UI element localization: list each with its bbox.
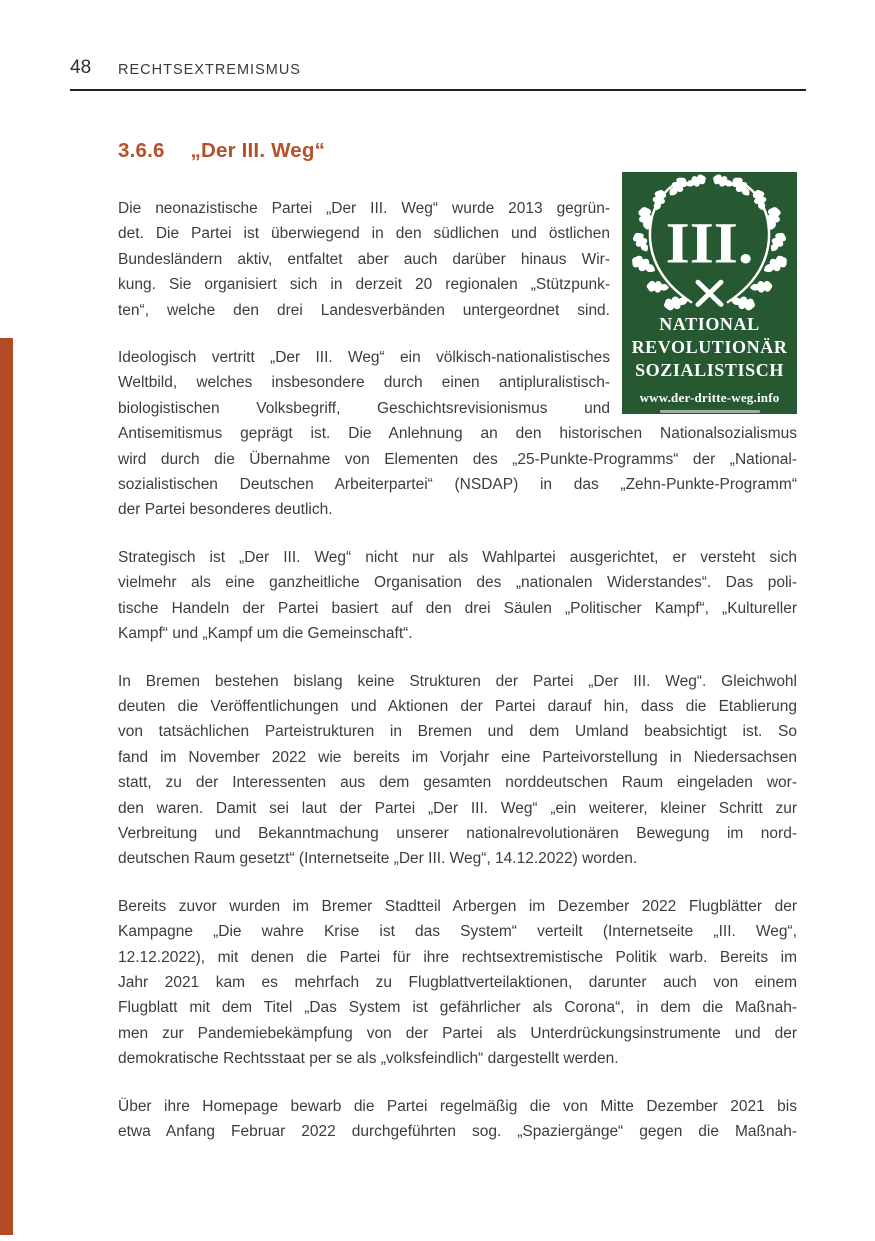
text-line: etwa Anfang Februar 2022 durchgeführten sog. „Spaziergänge“ gegen die Maßnah- — [118, 1123, 797, 1140]
text-line: demokratische Rechtsstaat per se als „volksfeindlich“ dargestellt werden. — [118, 1050, 619, 1068]
text-line: ten“, welche den drei Landesverbänden untergeordnet sind. — [118, 301, 610, 319]
chapter-edge-marker — [0, 338, 13, 1235]
logo-slogan-line: SOZIALISTISCH — [635, 360, 784, 380]
paragraph-4 — [118, 669, 797, 872]
text-line: biologistischen Volksbegriff, Geschichtsrevisionismus und — [118, 399, 610, 417]
body-text — [118, 196, 797, 1144]
text-line: Bundesländern aktiv, entfaltet aber auch darüber hinaus Wir- — [118, 250, 610, 268]
text-line: Weltbild, welches insbesondere durch einen antipluralistisch- — [118, 374, 610, 392]
text-line: wird durch die Übernahme von Elementen des „25-Punkte-Programms“ der „National- — [118, 450, 797, 468]
text-line: kung. Sie organisiert sich in derzeit 20 regionalen „Stützpunk- — [118, 276, 610, 294]
logo-slogan-line: REVOLUTIONÄR — [631, 337, 788, 357]
paragraph-1 — [118, 196, 610, 323]
logo-slogan-line: NATIONAL — [659, 314, 760, 334]
page-number: 48 — [70, 57, 92, 78]
section-number: 3.6.6 — [118, 139, 165, 162]
paragraph-6 — [118, 1094, 797, 1145]
text-line: statt, zu der Interessenten aus dem gesamten norddeutschen Raum eingeladen wor- — [118, 774, 797, 792]
text-line: Flugblatt mit dem Titel „Das System ist gefährlicher als Corona“, in dem die Maßnah- — [118, 999, 797, 1017]
text-line: men zur Pandemiebekämpfung von der Partei als Unterdrückungsinstrumente und der — [118, 1024, 797, 1042]
text-line: Kampf“ und „Kampf um die Gemeinschaft“. — [118, 625, 413, 643]
text-line: Strategisch ist „Der III. Weg“ nicht nur als Wahlpartei ausgerichtet, er versteht sich — [118, 548, 797, 566]
text-line: sozialistischen Deutschen Arbeiterpartei“ (NSDAP) in das „Zehn-Punkte-Programm“ — [118, 476, 797, 494]
section-title: „Der III. Weg“ — [190, 139, 326, 162]
text-line: deuten die Veröffentlichungen und Aktionen der Partei darauf hin, dass die Etablierung — [118, 697, 797, 715]
text-line: fand im November 2022 wie bereits im Vorjahr eine Parteivorstellung in Niedersachsen — [118, 748, 797, 766]
text-line: Die neonazistische Partei „Der III. Weg“ wurde 2013 gegrün- — [118, 200, 610, 217]
text-line: Ideologisch vertritt „Der III. Weg“ ein völkisch-nationalistisches — [118, 349, 610, 367]
text-line: Bereits zuvor wurden im Bremer Stadtteil Arbergen im Dezember 2022 Flugblätter der — [118, 897, 797, 915]
text-line: vielmehr als eine ganzheitliche Organisation des „nationalen Widerstandes“. Das poli- — [118, 574, 797, 592]
text-line: Über ihre Homepage bewarb die Partei regelmäßig die von Mitte Dezember 2021 bis — [118, 1097, 797, 1115]
text-line: 12.12.2022), mit denen die Partei für ihre rechtsextremistische Politik warb. Bereits im — [118, 948, 797, 966]
chapter-header: RECHTSEXTREMISMUS — [118, 62, 301, 78]
text-line: det. Die Partei ist überwiegend in den südlichen und östlichen — [118, 225, 610, 243]
text-line: tische Handeln der Partei basiert auf den drei Säulen „Politischer Kampf“, „Kultureller — [118, 599, 797, 617]
paragraph-5 — [118, 894, 797, 1072]
text-line: Antisemitismus geprägt ist. Die Anlehnung an den historischen Nationalsozialismus — [118, 425, 797, 443]
text-line: deutschen Raum gesetzt“ (Internetseite „Der III. Weg“, 14.12.2022) worden. — [118, 850, 638, 868]
paragraph-3 — [118, 545, 797, 647]
text-line: von tatsächlichen Parteistrukturen in Bremen und dem Umland beabsichtigt ist. So — [118, 723, 797, 741]
text-line: Kampagne „Die wahre Krise ist das System“ verteilt (Internetseite „III. Weg“, — [118, 923, 797, 941]
text-line: der Partei besonderes deutlich. — [118, 501, 333, 519]
text-line: den waren. Damit sei laut der Partei „Der III. Weg“ „ein weiterer, kleiner Schritt zur — [118, 799, 797, 817]
logo-website-url: www.der-dritte-weg.info — [639, 390, 780, 405]
paragraph-2-full — [118, 421, 797, 523]
text-line: Jahr 2021 kam es mehrfach zu Flugblattverteilaktionen, darunter auch von einem — [118, 973, 797, 991]
logo-numeral: III. — [665, 211, 754, 276]
paragraph-2-wrapped — [118, 345, 610, 421]
text-line: In Bremen bestehen bislang keine Strukturen der Partei „Der III. Weg“. Gleichwohl — [118, 672, 797, 690]
text-line: Verbreitung und Bekanntmachung unserer nationalrevolutionären Bewegung im nord- — [118, 824, 797, 842]
header-rule — [70, 89, 806, 91]
section-heading — [118, 139, 325, 163]
